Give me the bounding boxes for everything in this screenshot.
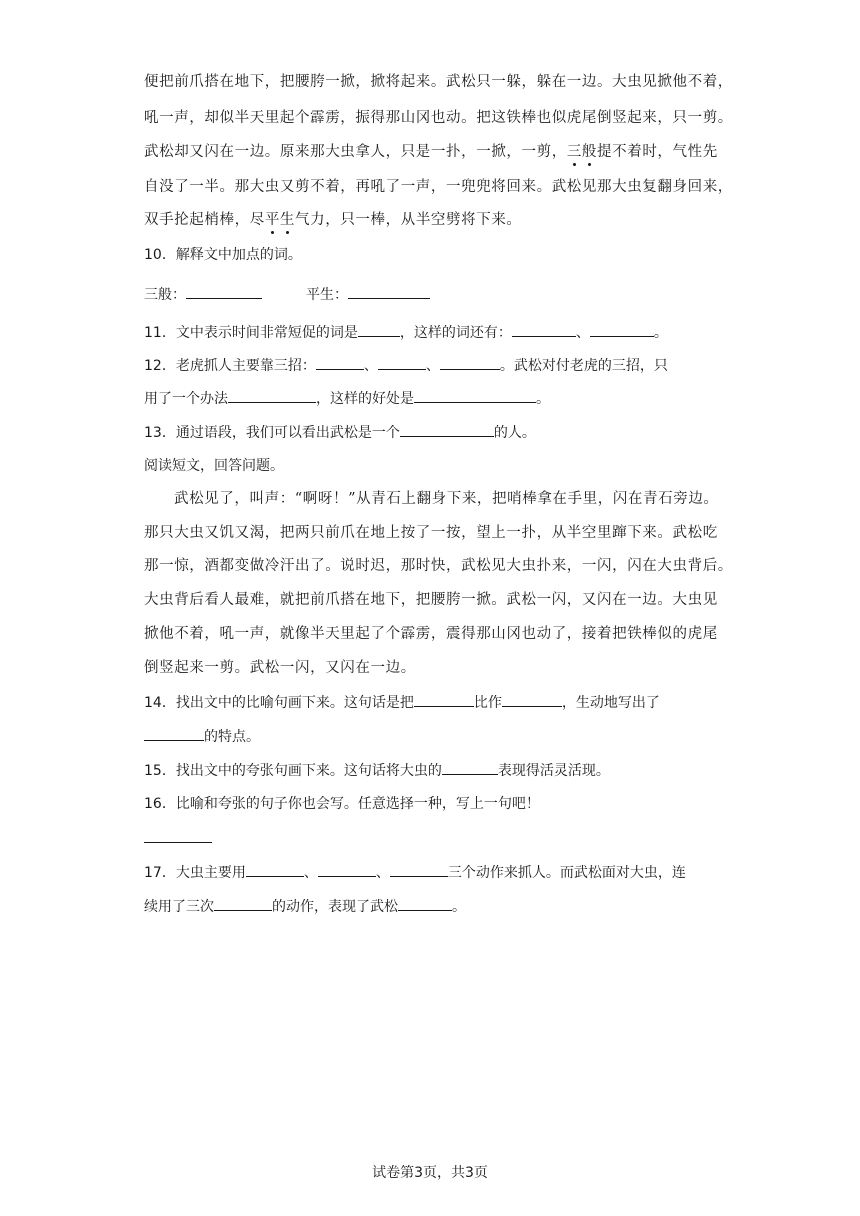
passage1-line: 武松却又闪在一边。原来那大虫拿人，只是一扑，一掀，一剪，三般提不着时，气性先 [144, 144, 718, 160]
passage1-line: 双手抡起梢棒，尽平生气力，只一棒，从半空劈将下来。 [144, 212, 522, 228]
passage1-line: 自没了一半。那大虫又剪不着，再吼了一声，一兜兜将回来。武松见那大虫复翻身回来， [144, 179, 733, 195]
page-footer: 试卷第3页，共3页 [372, 1165, 488, 1181]
answer-blank[interactable] [246, 862, 304, 877]
dotted-char: 三 [566, 144, 582, 160]
answer-blank[interactable] [316, 355, 364, 370]
question-12: 12．老虎抓人主要靠三招： 、 、 。武松对付老虎的三招，只 [144, 355, 668, 376]
question-14-line2: 的特点。 [144, 726, 260, 747]
passage1-line: 吼一声，却似半天里起个霹雳，振得那山冈也动。把这铁棒也似虎尾倒竖起来，只一剪。 [144, 110, 733, 126]
answer-blank[interactable] [186, 284, 262, 299]
passage2-line: 武松见了，叫声：“啊呀！”从青石上翻身下来，把哨棒拿在手里，闪在青石旁边。 [174, 491, 719, 507]
answer-blank[interactable] [440, 355, 500, 370]
answer-blank[interactable] [318, 862, 376, 877]
answer-blank[interactable] [144, 726, 204, 741]
answer-blank[interactable] [442, 760, 498, 775]
passage1-line: 便把前爪搭在地下，把腰胯一掀，掀将起来。武松只一躲，躲在一边。大虫见掀他不着， [144, 74, 733, 90]
passage2-line: 那一惊，酒都变做冷汗出了。说时迟，那时快，武松见大虫扑来，一闪，闪在大虫背后。 [144, 558, 733, 574]
answer-blank[interactable] [590, 322, 654, 337]
question-10: 10．解释文中加点的词。 [144, 247, 302, 263]
answer-blank[interactable] [358, 322, 400, 337]
question-11: 11．文中表示时间非常短促的词是 ，这样的词还有： 、 。 [144, 322, 668, 343]
answer-blank[interactable] [398, 896, 452, 911]
passage2-line: 那只大虫又饥又渴，把两只前爪在地上按了一按，望上一扑，从半空里蹿下来。武松吃 [144, 525, 718, 541]
answer-blank[interactable] [512, 322, 576, 337]
answer-blank[interactable] [400, 422, 494, 437]
question-13: 13．通过语段，我们可以看出武松是一个 的人。 [144, 422, 536, 443]
question-10-answers: 三般： 平生： [144, 284, 430, 305]
question-17: 17．大虫主要用 、 、 三个动作来抓人。而武松面对大虫，连 [144, 862, 686, 883]
answer-blank[interactable] [144, 828, 212, 843]
answer-blank[interactable] [214, 896, 272, 911]
dotted-char: 般 [581, 144, 598, 160]
dotted-char: 平 [264, 212, 280, 228]
question-12-line2: 用了一个办法 ，这样的好处是 。 [144, 388, 550, 409]
question-17-line2: 续用了三次 的动作，表现了武松 。 [144, 896, 466, 917]
answer-blank[interactable] [502, 692, 562, 707]
question-16: 16．比喻和夸张的句子你也会写。任意选择一种，写上一句吧！ [144, 796, 540, 812]
answer-blank[interactable] [414, 692, 474, 707]
question-16-answer [144, 828, 212, 849]
passage2-line: 掀他不着，吼一声，就像半天里起了个霹雳，震得那山冈也动了，接着把铁棒似的虎尾 [144, 626, 718, 642]
question-15: 15．找出文中的夸张句画下来。这句话将大虫的 表现得活灵活现。 [144, 760, 610, 781]
passage2-line: 大虫背后看人最难，就把前爪搭在地下，把腰胯一掀。武松一闪，又闪在一边。大虫见 [144, 592, 718, 608]
answer-blank[interactable] [348, 284, 430, 299]
answer-blank[interactable] [228, 388, 316, 403]
question-14: 14．找出文中的比喻句画下来。这句话是把 比作 ，生动地写出了 [144, 692, 660, 713]
reading-prompt: 阅读短文，回答问题。 [144, 458, 284, 474]
answer-blank[interactable] [390, 862, 448, 877]
answer-blank[interactable] [378, 355, 426, 370]
answer-blank[interactable] [414, 388, 536, 403]
passage2-line: 倒竖起来一剪。武松一闪，又闪在一边。 [144, 660, 416, 676]
dotted-char: 生 [279, 212, 296, 228]
